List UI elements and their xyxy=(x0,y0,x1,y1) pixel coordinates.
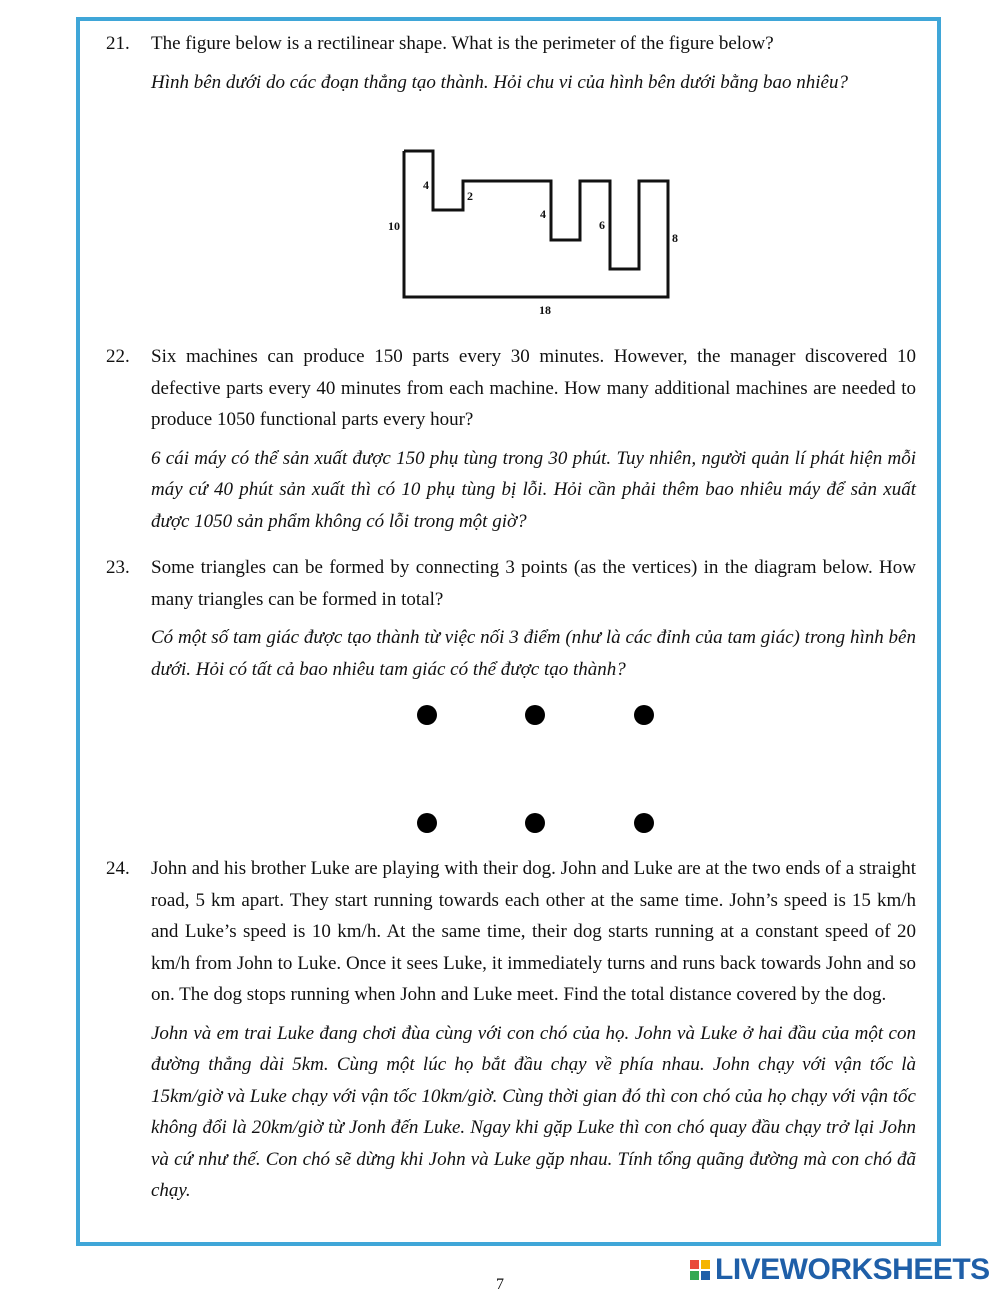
label-bottom-side: 18 xyxy=(539,303,551,317)
label-first-notch-depth: 4 xyxy=(423,178,429,192)
logo-text: LIVEWORKSHEETS xyxy=(715,1253,990,1286)
point-bottom-middle xyxy=(525,813,545,833)
question-text-en: Some triangles can be formed by connecting 3 points (as the vertices) in the diagram below. How many triangles can be formed in total? xyxy=(151,557,916,610)
question-text-vi: John và em trai Luke đang chơi đùa cùng với con chó của họ. John và Luke ở hai đầu của một con đường thẳng dài 5km. Cùng một lúc họ bắt đầu chạy về phía nhau. John chạy với vận tốc là 15km/giờ và Luke chạy với vận tốc 10km/giờ. Cùng thời gian đó thì con chó của họ chạy với vận tốc không đổi là 20km/giờ từ Jonh đến Luke. Ngay khi gặp Luke thì con chó quay đầu chạy trở lại John và cứ như thế. Con chó sẽ dừng khi John và Luke gặp nhau. Tính tổng quãng đường mà con chó đã chạy. xyxy=(151,1022,916,1201)
liveworksheets-logo xyxy=(690,1253,990,1287)
label-second-notch-depth: 4 xyxy=(540,207,546,221)
question-text-vi: Có một số tam giác được tạo thành từ việc nối 3 điểm (như là các đỉnh của tam giác) trong hình bên dưới. Hỏi có tất cả bao nhiêu tam giác có thể được tạo thành? xyxy=(151,627,916,680)
question-text-en: John and his brother Luke are playing with their dog. John and Luke are at the two ends of a straight road, 5 km apart. They start running towards each other at the same time. John’s speed is 15 km/h and Luke’s speed is 10 km/h. At the same time, their dog starts running at a constant speed of 20 km/h from John to Luke. Once it sees Luke, it immediately turns and runs back towards John and so on. The dog stops running when John and Luke meet. Find the total distance covered by the dog. xyxy=(151,858,916,1005)
label-right-side: 8 xyxy=(672,231,678,245)
rectilinear-figure xyxy=(380,140,700,325)
question-24 xyxy=(106,853,916,1207)
label-third-notch-depth: 6 xyxy=(599,218,605,232)
label-left-side: 10 xyxy=(388,219,400,233)
point-bottom-right xyxy=(634,813,654,833)
point-top-right xyxy=(634,705,654,725)
point-bottom-left xyxy=(417,813,437,833)
page-number: 7 xyxy=(496,1276,504,1293)
figure-outline xyxy=(404,151,668,297)
question-number: 22. xyxy=(106,346,130,367)
question-text-en: Six machines can produce 150 parts every 30 minutes. However, the manager discovered 10 defective parts every 40 minutes from each machine. How many additional machines are needed to produce 1050 functional parts every hour? xyxy=(151,346,916,430)
point-top-middle xyxy=(525,705,545,725)
question-22 xyxy=(106,341,916,537)
label-first-notch-width: 2 xyxy=(467,189,473,203)
question-text-vi: Hình bên dưới do các đoạn thẳng tạo thành. Hỏi chu vi của hình bên dưới bằng bao nhiêu? xyxy=(151,71,848,93)
question-23 xyxy=(106,552,916,685)
question-number: 21. xyxy=(106,33,130,54)
question-21 xyxy=(106,28,916,98)
point-top-left xyxy=(417,705,437,725)
question-text-en: The figure below is a rectilinear shape. What is the perimeter of the figure below? xyxy=(151,33,774,54)
logo-icon xyxy=(690,1260,710,1280)
question-number: 23. xyxy=(106,557,130,578)
question-text-vi: 6 cái máy có thể sản xuất được 150 phụ tùng trong 30 phút. Tuy nhiên, người quản lí phát hiện mỗi máy cứ 40 phút sản xuất thì có 10 phụ tùng bị lỗi. Hỏi cần phải thêm bao nhiêu máy để sản xuất được 1050 sản phẩm không có lỗi trong một giờ? xyxy=(151,447,916,532)
question-number: 24. xyxy=(106,858,130,879)
